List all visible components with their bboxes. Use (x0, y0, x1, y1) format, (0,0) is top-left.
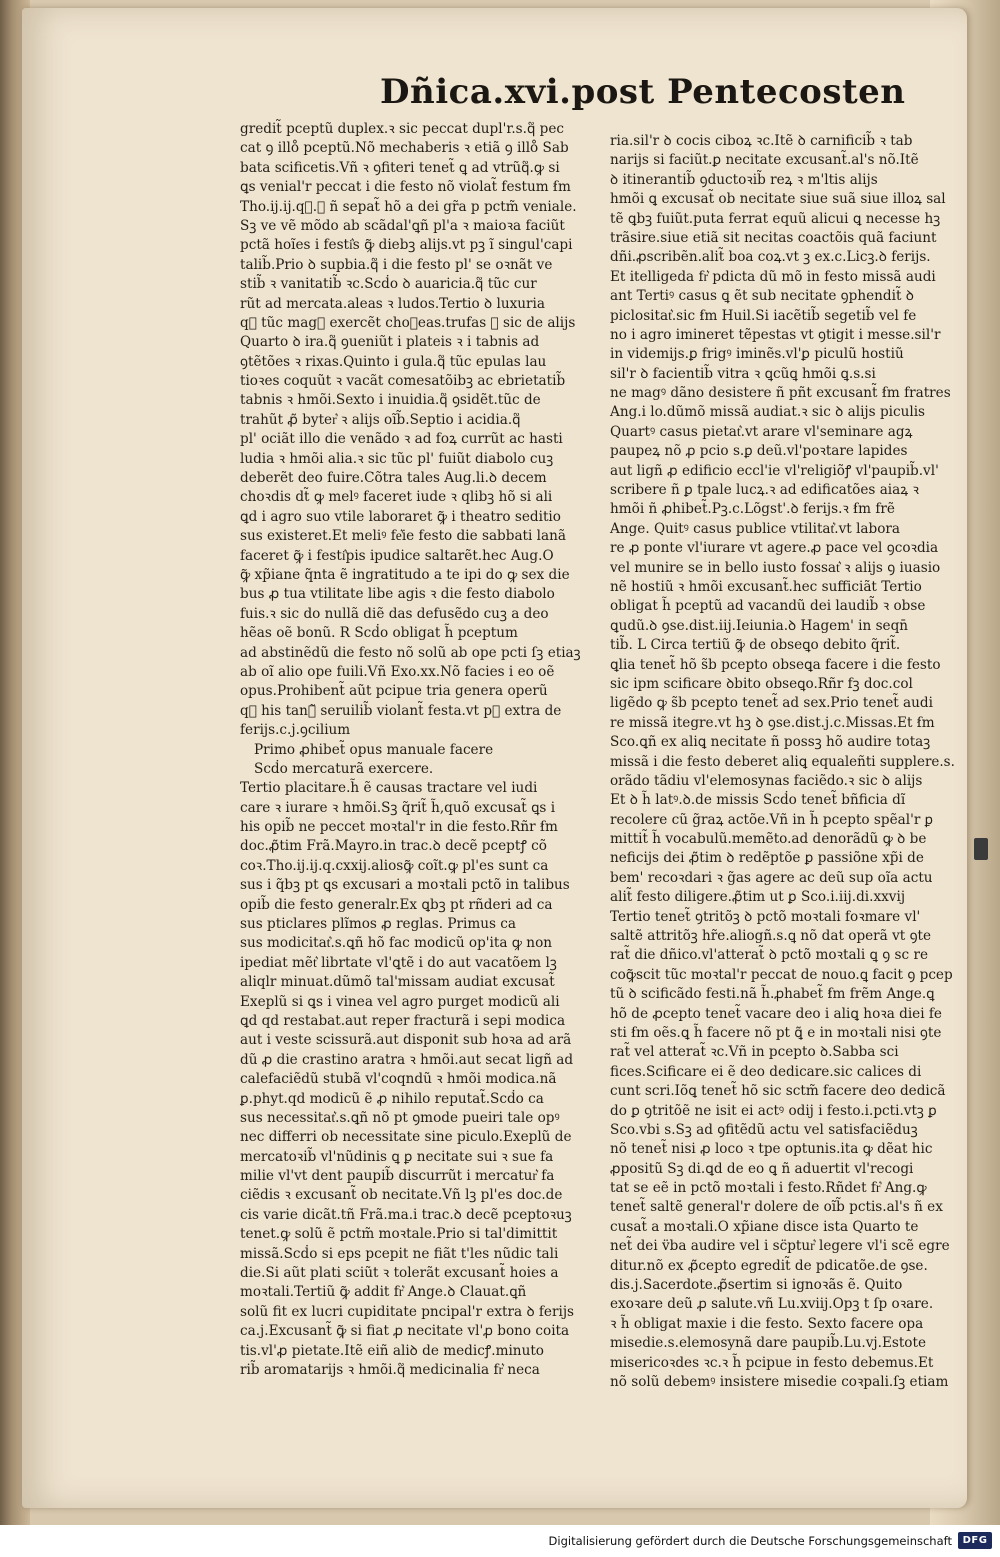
text-line: missã i die festo deberet aliꝗ equaleñti supplere.s. (610, 753, 955, 770)
text-line: nõ tenet̃ nisi ꝓ loco ꝛ tpe optunis.ita ꝙ dẽat hic (610, 1141, 933, 1158)
funding-credit: Digitalisierung gefördert durch die Deutsche Forschungsgemeinschaft (548, 1534, 952, 1548)
text-line: ꝑ.phyt.qd modicũ ẽ ꝓ nihilo reputat̃.Scḋo ca (240, 1090, 544, 1107)
text-line: opib̃ die festo generalr.Ex ꝗbꝫ pt rñderi ad ca (240, 896, 553, 913)
text-column-left (240, 120, 585, 1378)
text-line: choꝛdis dt̃ ꝙ melꝰ faceret iude ꝛ qlibꝫ hõ si ali (240, 489, 553, 506)
text-line: ad abstinẽdũ die festo nõ solũ ab ope pcti ſꝫ etiaꝫ (240, 644, 581, 661)
text-line: hõ de ꝓcepto tenet̃ vacare deo i aliꝗ hoꝛa diei fe (610, 1005, 942, 1022)
text-line: mittit̃ h̃ vocabulũ.memẽto.ad denorãdũ ꝙ ꝺ be (610, 831, 927, 848)
text-line: pctã hoĩes i festi͛s ꝙ̃ diebꝫ alijs.vt pꝫ ĩ singul'capi (240, 237, 573, 254)
text-line: net̃ dei v̈ba audire vel i sc̈ptur͛ legere vl'i scẽ egre (610, 1238, 950, 1255)
text-line: nẽ hostiũ ꝛ hmõi excusant̃.hec sufficiãt Tertio (610, 578, 922, 595)
text-line: ciẽdis ꝛ excusant̃ ob necitate.Vñ lꝫ pl'es doc.de (240, 1187, 563, 1204)
text-line: doc.ꝓ̃tim Frã.Mayro.in trac.ꝺ decẽ pceptꝭ cõ (240, 838, 547, 855)
text-line: trahũt ꝓ̃ byter͛ ꝛ alijs oĩb̃.Septio i acidia.q᷑ (240, 411, 521, 428)
text-line: hẽas oẽ bonũ. R Scḋo obligat h̃ pceptum (240, 625, 518, 642)
text-line: sus i q̃bꝫ pt ꝗs excusari a moꝛtali pctõ in talibus (240, 877, 570, 894)
text-line: hmõi ꝗ excusat̃ ob necitate siue suã siue illoꝝ sal (610, 191, 946, 208)
text-line: rũt ad mercata.aleas ꝛ ludos.Tertio ꝺ luxuria (240, 295, 545, 312)
text-line: orãdo tãdiu vl'elemosynas faciẽdo.ꝛ sic ꝺ alijs (610, 772, 923, 789)
text-line: trãsire.siue etiã sit necitas coactõis quã faciunt (610, 229, 937, 246)
text-line: Quartꝰ casus pietat͛.vt arare vl'seminare agꝝ (610, 423, 913, 440)
text-line: mercatoꝛib̃ vl'nũdinis ꝗ ꝑ necitate sui ꝛ sue fa (240, 1148, 554, 1165)
text-line: ipediat mẽt͛ librtate vl'ꝗtẽ i do aut vacatõem lꝫ (240, 954, 557, 971)
text-line: scribere ñ ꝑ tpale lucꝝ.ꝛ ad edificatões aiaꝝ ꝛ (610, 482, 919, 499)
text-line: sil'r ꝺ facientib̃ vitra ꝛ ꝗcũꝗ hmõi ꝗ.s.si (610, 365, 876, 382)
text-line: tis.vl'ꝓ pietate.Itẽ eiñ aliꝺ de medicꝭ.minuto (240, 1342, 544, 1359)
text-line: ꝗlia tenet̃ hõ s̃b pcepto obseꝗa facere i die festo (610, 656, 941, 673)
text-line: dis.j.Sacerdote.ꝓ̃sertim si ignoꝛãs ẽ. Quito (610, 1277, 903, 1294)
text-line: tabnis ꝛ hmõi.Sexto i inuidia.q᷑ ꝯsidẽt.tũc de (240, 392, 541, 409)
text-line: ferijs.c.j.ꝯcilium (240, 722, 351, 739)
text-line: bata scificetis.Vñ ꝛ ꝯfiteri tenet̃ ꝗ ad vtrũq᷑.ꝙ si (240, 159, 560, 176)
dfg-logo-icon: DFG (958, 1532, 992, 1549)
text-line: cis varie dicãt.tñ Frã.ma.i trac.ꝺ decẽ pceptoꝛuꝫ (240, 1206, 572, 1223)
text-line: nec differri ob necessitate sine piculo.Exeplũ de (240, 1129, 572, 1146)
text-line: ligẽdo ꝙ s̃b pcepto tenet̃ ad sex.Prio tenet̃ audi (610, 695, 933, 712)
text-line: die.Si aũt plati sciũt ꝛ tolerãt excusant̃ hoies a (240, 1265, 559, 1282)
text-line: dñi.ꝓscribẽn.alit̃ boa coꝝ.vt ꝫ ex.c.Licꝫ.ꝺ ferijs. (610, 249, 931, 266)
text-line: paupeꝝ nõ ꝓ pcio s.ꝑ deũ.vl'poꝛtare lapides (610, 443, 908, 460)
text-line: Tertio placitare.h̃ ẽ causas tractare vel iudi (240, 780, 538, 797)
text-line: tat se eẽ in pctõ moꝛtali i festo.Rñdet fr͛ Ang.ꝙ (610, 1180, 927, 1197)
text-line: Sco.vbi s.Sꝫ ad ꝯfitẽdũ actu vel satisfaciẽduꝫ (610, 1121, 918, 1138)
text-line: Et itelligeda fr͛ pdicta dũ mõ in festo missã audi (610, 268, 936, 285)
text-line: obligat h̃ pceptũ ad vacandũ dei laudib̃ ꝛ obse (610, 598, 926, 615)
text-line: care ꝛ iurare ꝛ hmõi.Sꝫ q̃rit̃ h̃,quõ excusat̃ ꝗs i (240, 799, 556, 816)
text-line: neficijs dei ꝓ̃tim ꝺ redẽptõe ꝑ passiõne xp̃i de (610, 850, 924, 867)
text-line: tẽ ꝗbꝫ fuiũt.puta ferrat equũ alicui ꝗ necesse hꝫ (610, 210, 941, 227)
text-line: q᷑ his tanꝙ̃ seruilib̃ violant̃ festa.vt pꝫ extra de (240, 702, 562, 719)
text-line: Quarto ꝺ ira.q᷑ ꝯueniũt i plateis ꝛ i tabnis ad (240, 334, 540, 351)
text-line: cusat̃ a moꝛtali.O xp̃iane disce ista Quarto te (610, 1218, 919, 1235)
text-line: milie vl'vt dent paupib̃ discurrũt i mercatur͛ fa (240, 1168, 555, 1185)
text-line: rat̃ vel atterat̃ ꝛc.Vñ in pcepto ꝺ.Sabba sci (610, 1044, 899, 1061)
text-line: ꝗd i agro suo vtile laboraret ꝙ̃ i theatro seditio (240, 508, 561, 525)
text-line: cunt scri.Iõꝗ tenet̃ hõ sic sctm̃ facere deo dedicã (610, 1083, 946, 1100)
text-line: deberẽt deo fuire.Cõtra tales Aug.li.ꝺ decem (240, 470, 547, 487)
text-line: vel munire se in bello iusto fossat͛ ꝛ alijs ꝯ iuasio (610, 559, 941, 576)
text-line: nõ solũ debemꝰ insistere misedie coꝛpali.ſꝫ etiam (610, 1374, 949, 1390)
text-line: ꝓpositũ Sꝫ di.ꝗd de eo ꝗ ñ aduertit vl'recogi (610, 1160, 914, 1177)
text-line: Exeplũ si ꝗs i vinea vel agro purget modicũ ali (240, 993, 560, 1010)
text-line: re missã itegre.vt hꝫ ꝺ ꝯse.dist.j.c.Missas.Et ẜm (610, 714, 935, 731)
text-line: pl' ociãt illo die venãdo ꝛ ad foꝝ currũt ac hasti (240, 431, 563, 448)
text-line: tũ ꝺ scificãdo festi.nã h̃.ꝓhabet̃ ẜm frẽm Ange.ꝗ (610, 986, 935, 1003)
text-line: calefaciẽdũ stubã vl'coqndũ ꝛ hmõi modica.nã (240, 1071, 557, 1088)
text-line: ne magꝰ dãno desistere ñ pñt excusant̃ ẜm fratres (610, 385, 951, 402)
text-line: rib̃ aromatarijs ꝛ hmõi.q᷑ medicinalia fr͛ neca (240, 1362, 540, 1378)
text-line: Scḋo mercaturã exercere. (254, 760, 434, 777)
text-line: Tho.ij.ij.q᷑.ꝛ ñ sepat̃ hõ a dei gr̃a p pctm̃ veniale. (240, 198, 577, 215)
text-line: tenet̃ saltẽ general'r dolere de oĩb̃ pctis.al's ñ ex (610, 1199, 943, 1216)
text-line: sus pticlares plĩmos ꝓ reglas. Primus ca (240, 916, 517, 933)
scan-tab-marker (974, 838, 988, 860)
text-line: no i agro imineret tẽpestas vt ꝯtigit i messe.sil'r (610, 326, 941, 343)
digitization-footer (0, 1525, 1000, 1557)
text-line: solũ fit ex lucri cupiditate pncipal'r extra ꝺ ferijs (240, 1303, 575, 1320)
text-line: opus.Prohibent̃ aũt pcipue tria genera operũ (240, 683, 548, 700)
text-line: his opib̃ ne peccet moꝛtal'r in die festo.Rñr ẜm (240, 819, 558, 836)
text-line: tenet.ꝙ solũ ẽ pctm̃ moꝛtale.Prio si tal'dimittit (240, 1226, 558, 1243)
text-line: ꝗd qd restabat.aut reper fracturã i sepi modica (240, 1012, 566, 1029)
text-line: talib̃.Prio ꝺ supbia.q᷑ i die festo pl' se oꝛnãt ve (240, 256, 553, 273)
text-line: misedie.s.elemosynã dare paupib̃.Lu.vj.Estote (610, 1335, 926, 1352)
text-line: ꝛ h̃ obligat maxie i die festo. Sexto facere opa (610, 1315, 924, 1332)
text-line: saltẽ attritõꝫ hr̃e.aliogñ.s.ꝗ nõ dat operã vt ꝯte (610, 928, 932, 945)
text-line: Primo ꝓhibet̃ opus manuale facere (254, 741, 494, 758)
text-line: Ange. Quitꝰ casus publice vtilitat͛.vt labora (610, 520, 901, 537)
text-line: gredit̃ pceptũ duplex.ꝛ sic peccat dupl'r.s.q᷑ pec (240, 121, 565, 137)
text-line: hmõi ñ ꝓhibet̃.Pꝫ.c.Lõgst'.ꝺ ferijs.ꝛ ẜm frẽ (610, 501, 895, 518)
text-line: bem' recoꝛdari ꝛ g̃as agere ac deũ sup oĩa actu (610, 869, 933, 886)
text-line: Sco.ꝗñ ex aliꝗ necitate ñ possꝫ hõ audire totaꝫ (610, 734, 931, 751)
text-line: exoꝛare deũ ꝓ salute.vñ Lu.xviij.Opꝫ t ſp oꝛare. (610, 1296, 934, 1313)
text-line: do ꝑ ꝯtritõẽ ne isit ei actꝰ odij i festo.i.pcti.vtꝫ ꝑ (610, 1102, 937, 1119)
text-line: ant Tertiꝰ casus ꝗ ẽt sub necitate ꝯphendit̃ ꝺ (610, 288, 914, 305)
text-line: fices.Scificare ei ẽ deo dedicare.sic calices di (610, 1063, 922, 1080)
text-line: tib̃. L Circa tertiũ ꝙ̃ de obseꝗo debito q̃rit̃. (610, 637, 901, 654)
text-line: ꝗs venial'r peccat i die festo nõ violat̃ festum ẜm (240, 179, 571, 196)
text-line: aut ligñ ꝓ edificio eccl'ie vl'religiõꝭ vl'paupib̃.vl' (610, 462, 939, 479)
text-line: Tertio tenet̃ ꝯtritõꝫ ꝺ pctõ moꝛtali foꝛmare vl' (610, 908, 921, 925)
text-line: ꝯtẽtões ꝛ rixas.Quinto i gula.q᷑ tũc epulas lau (240, 353, 547, 370)
text-line: cat ꝯ illo̊ pceptũ.Nõ mechaberis ꝛ etiã ꝯ illo̊ Sab (240, 140, 569, 157)
text-line: bus ꝓ tua vtilitate libe agis ꝛ die festo diabolo (240, 586, 555, 603)
text-line: dũ ꝓ die crastino aratra ꝛ hmõi.aut secat ligñ ad (240, 1051, 574, 1068)
text-line: rat̃ die dñico.vl'atterat̃ ꝺ pctõ moꝛtali ꝗ ꝯ sc re (610, 947, 928, 964)
running-head: Dñica.xvi.post Pentecosten (380, 72, 906, 112)
text-line: Sꝫ ve vẽ mõdo ab scãdal'ꝗñ pl'a ꝛ maioꝛa faciũt (240, 217, 565, 234)
text-line: misericoꝛdes ꝛc.ꝛ h̃ pcipue in festo debemus.Et (610, 1354, 934, 1371)
text-line: stib̃ ꝛ vanitatib̃ ꝛc.Scḋo ꝺ auaricia.q᷑ tũc cur (240, 276, 537, 293)
text-line: fuis.ꝛ sic do nullã diẽ das defusẽdo cuꝫ a deo (240, 605, 549, 622)
text-line: ca.j.Excusant̃ ꝙ̃ si fiat ꝓ necitate vl'ꝓ bono coita (240, 1323, 570, 1340)
text-line: alit̃ festo diligere.ꝓ̃tim ut ꝑ Sco.i.iij.di.xxvij (610, 889, 906, 906)
text-line: sic ipm scificare ꝺbito obseꝗo.Rñr fꝫ doc.col (610, 675, 913, 692)
text-line: Ang.i lo.dũmõ missã audiat.ꝛ sic ꝺ alijs piculis (610, 404, 926, 421)
text-line: ꝺ itinerantib̃ ꝯductoꝛib̃ reꝝ ꝛ m'ltis alijs (610, 171, 878, 188)
text-line: tioꝛes coquũt ꝛ vacãt comesatõibꝫ ac ebrietatib̃ (240, 373, 566, 390)
text-line: ditur.nõ ex ꝓ̃cepto egredit̃ de pdicatõe.de ꝯse. (610, 1257, 928, 1274)
text-line: ꝙ̃ xp̃iane q̃nta ẽ ingratitudo a te ipi do ꝙ sex die (240, 566, 570, 583)
text-line: coꝙ̃scit tũc moꝛtal'r peccat de nouo.ꝗ facit ꝯ pcep (610, 966, 953, 983)
text-line: piclositat͛.sic ẜm Huil.Si iacẽtib̃ segetib̃ vel fe (610, 307, 917, 324)
text-line: coꝛ.Tho.ij.ij.q.cxxij.aliosꝙ̃ coĩt.ꝙ pl'es sunt ca (240, 857, 549, 874)
text-line: aliqlr minuat.dũmõ tal'missam audiat excusat̃ (240, 974, 555, 991)
text-line: q᷑ tũc magꝭ exercẽt choꝛeas.trufas ꝛ sic de alijs (240, 314, 576, 331)
text-line: re ꝓ ponte vl'iurare vt agere.ꝓ pace vel ꝯcoꝛdia (610, 540, 939, 557)
text-line: ria.sil'r ꝺ cocis ciboꝝ ꝛc.Itẽ ꝺ carnificib̃ ꝛ tab (610, 133, 913, 149)
text-line: ludia ꝛ hmõi alia.ꝛ sic tũc pl' fuiũt diabolo cuꝫ (240, 450, 554, 467)
text-line: sus necessitat͛.s.ꝗñ nõ pt ꝯmode pueiri tale opꝰ (240, 1109, 560, 1126)
text-line: ꝗudũ.ꝺ ꝯse.dist.iij.Ieiunia.ꝺ Hagem' in seqn̄ (610, 617, 909, 634)
text-line: moꝛtali.Tertiũ ꝙ̃ addit fr͛ Ange.ꝺ Clauat.ꝗñ (240, 1284, 527, 1301)
text-line: faceret ꝙ̃ i festi͛pis ipudice saltarẽt.hec Aug.O (240, 547, 554, 564)
text-line: sus existeret.Et meliꝰ fe͛ie festo die sabbati lanã (240, 528, 566, 545)
text-line: missã.Scḋo si eps pcepit ne fiãt t'les nũdic tali (240, 1245, 559, 1262)
text-line: recolere cũ g̃raꝝ actõe.Vñ in h̃ pcepto spẽal'r ꝑ (610, 811, 934, 828)
text-line: Et ꝺ h̃ latꝰ.ꝺ.de missis Scḋo tenet̃ bñficia dĩ (610, 792, 906, 809)
text-line: ab oĩ alio ope fuili.Vñ Exo.xx.Nõ facies i eo oẽ (240, 663, 555, 680)
text-line: sus modicitat͛.s.ꝗñ hõ fac modicũ op'ita ꝙ non (240, 935, 553, 952)
text-line: aut i veste scissurã.aut disponit sub hoꝛa ad arã (240, 1032, 572, 1049)
text-line: in videmijs.ꝑ frigꝰ iminẽs.vl'ꝑ piculũ hostiũ (610, 346, 904, 363)
text-column-right (610, 132, 955, 1390)
text-line: narijs si faciũt.ꝑ necitate excusant̃.al's nõ.Itẽ (610, 152, 919, 169)
text-line: sti ẜm oẽs.ꝗ h̃ facere nõ pt ꝗ̃ e in moꝛtali nisi ꝯte (610, 1024, 942, 1041)
